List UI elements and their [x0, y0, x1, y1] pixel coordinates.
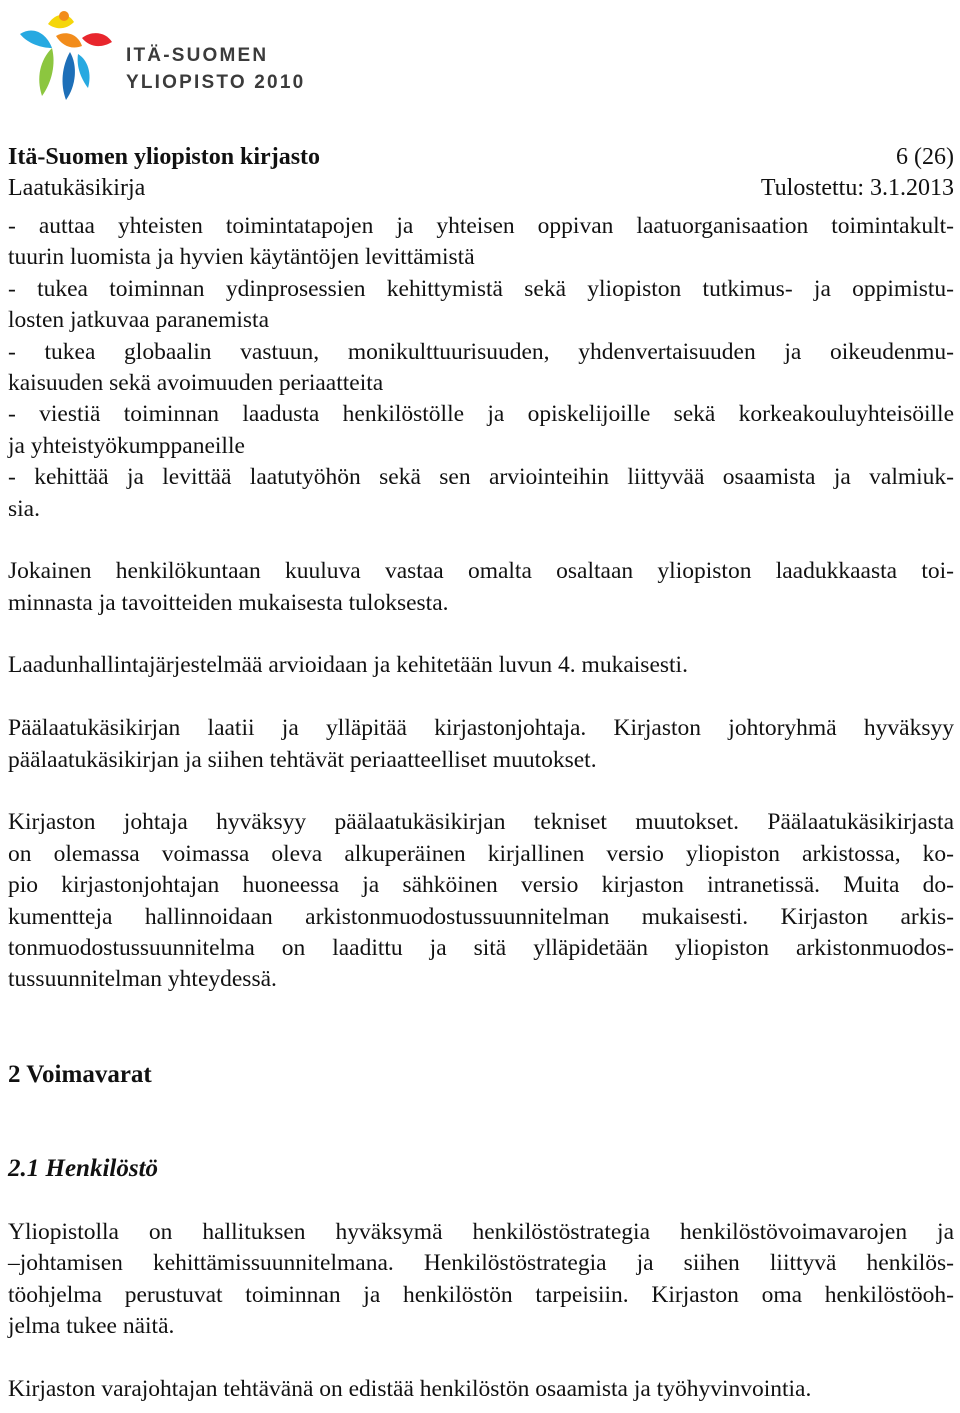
section-heading: 2 Voimavarat [8, 1060, 152, 1088]
list-item [8, 399, 954, 462]
text-line: on olemassa voimassa oleva alkuperäinen kirjallinen versio yliopiston arkistossa, ko- [8, 840, 954, 867]
text-line: minnasta ja tavoitteiden mukaisesta tuloksesta. [8, 589, 449, 616]
spacer [8, 996, 954, 1027]
spacer [8, 1185, 954, 1216]
text-line: - tukea globaalin vastuun, monikulttuurisuuden, yhdenvertaisuuden ja oikeudenmu- [8, 338, 954, 365]
spacer [8, 619, 954, 650]
text-line: kumentteja hallinnoidaan arkistonmuodostussuunnitelman mukaisesti. Kirjaston arkis- [8, 903, 954, 930]
bullet-list [8, 211, 954, 525]
spacer [8, 1091, 954, 1122]
text-line: - auttaa yhteisten toimintatapojen ja yhteisen oppivan laatuorganisaation toimintakult- [8, 213, 954, 239]
text-line: sia. [8, 495, 40, 522]
paragraph-hr-strategy [8, 1217, 954, 1343]
paragraph-maintenance [8, 713, 954, 776]
text-line: - viestiä toiminnan laadusta henkilöstölle ja opiskelijoille sekä korkeakouluyhteisöille [8, 401, 954, 428]
logo-line-2: YLIOPISTO 2010 [126, 72, 306, 93]
paragraph-evaluation [8, 650, 954, 681]
list-item [8, 462, 954, 525]
text-line: –johtamisen kehittämissuunnitelmana. Henkilöstöstrategia ja siihen liittyvä henkilös- [8, 1250, 954, 1277]
subsection-heading: 2.1 Henkilöstö [8, 1155, 159, 1183]
page-header [8, 142, 954, 204]
logo-mark-icon [12, 8, 122, 108]
text-line: - tukea toiminnan ydinprosessien kehittymistä sekä yliopiston tutkimus- ja oppimistu- [8, 275, 954, 302]
text-line: tonmuodostussuunnitelma on laadittu ja sitä ylläpidetään yliopiston arkistonmuodos- [8, 934, 954, 961]
text-line: tuurin luomista ja hyvien käytäntöjen levittämistä [8, 244, 475, 271]
list-item [8, 211, 954, 274]
text-line: pio kirjastonjohtajan huoneessa ja sähköinen versio kirjaston intranetissä. Muita do- [8, 872, 954, 899]
paragraph-technical-changes [8, 807, 954, 995]
paragraph-responsibility [8, 556, 954, 619]
spacer [8, 1122, 954, 1153]
text-line: jelma tukee näitä. [8, 1312, 175, 1339]
text-line: Yliopistolla on hallituksen hyväksymä henkilöstöstrategia henkilöstövoimavarojen ja [8, 1218, 954, 1245]
list-item [8, 274, 954, 337]
header-org: Itä-Suomen yliopiston kirjasto [8, 144, 321, 170]
document-body [8, 211, 954, 1405]
paragraph-deputy-director [8, 1374, 954, 1405]
spacer [8, 1342, 954, 1373]
spacer [8, 1027, 954, 1058]
text-line: Kirjaston varajohtajan tehtävänä on edistää henkilöstön osaamista ja työhyvinvointia. [8, 1375, 812, 1402]
text-line: kaisuuden sekä avoimuuden periaatteita [8, 369, 384, 396]
text-line: tussuunnitelman yhteydessä. [8, 966, 277, 993]
text-line: Päälaatukäsikirjan laatii ja ylläpitää kirjastonjohtaja. Kirjaston johtoryhmä hyväksyy [8, 715, 954, 742]
text-line: Kirjaston johtaja hyväksyy päälaatukäsikirjan tekniset muutokset. Päälaatukäsikirjasta [8, 809, 954, 836]
logo-wordmark [126, 42, 305, 96]
list-item [8, 337, 954, 400]
header-printed-date: Tulostettu: 3.1.2013 [760, 175, 954, 201]
spacer [8, 776, 954, 807]
spacer [8, 525, 954, 556]
text-line: töohjelma perustuvat toiminnan ja henkilöstön tarpeisiin. Kirjaston oma henkilöstöoh- [8, 1281, 954, 1308]
logo-line-1: ITÄ-SUOMEN [126, 45, 269, 66]
text-line: Laadunhallintajärjestelmää arvioidaan ja kehitetään luvun 4. mukaisesti. [8, 652, 688, 679]
text-line: losten jatkuvaa paranemista [8, 307, 270, 334]
university-logo [12, 8, 312, 108]
header-row-1 [8, 142, 954, 173]
header-document-title: Laatukäsikirja [8, 175, 146, 201]
header-page-number: 6 (26) [896, 144, 954, 170]
text-line: Jokainen henkilökuntaan kuuluva vastaa omalta osaltaan yliopiston laadukkaasta toi- [8, 558, 954, 585]
text-line: - kehittää ja levittää laatutyöhön sekä sen arviointeihin liittyvää osaamista ja valmiuk- [8, 464, 954, 491]
text-line: ja yhteistyökumppaneille [8, 432, 245, 459]
spacer [8, 682, 954, 713]
text-line: päälaatukäsikirjan ja siihen tehtävät periaatteelliset muutokset. [8, 746, 597, 773]
header-row-2 [8, 173, 954, 204]
